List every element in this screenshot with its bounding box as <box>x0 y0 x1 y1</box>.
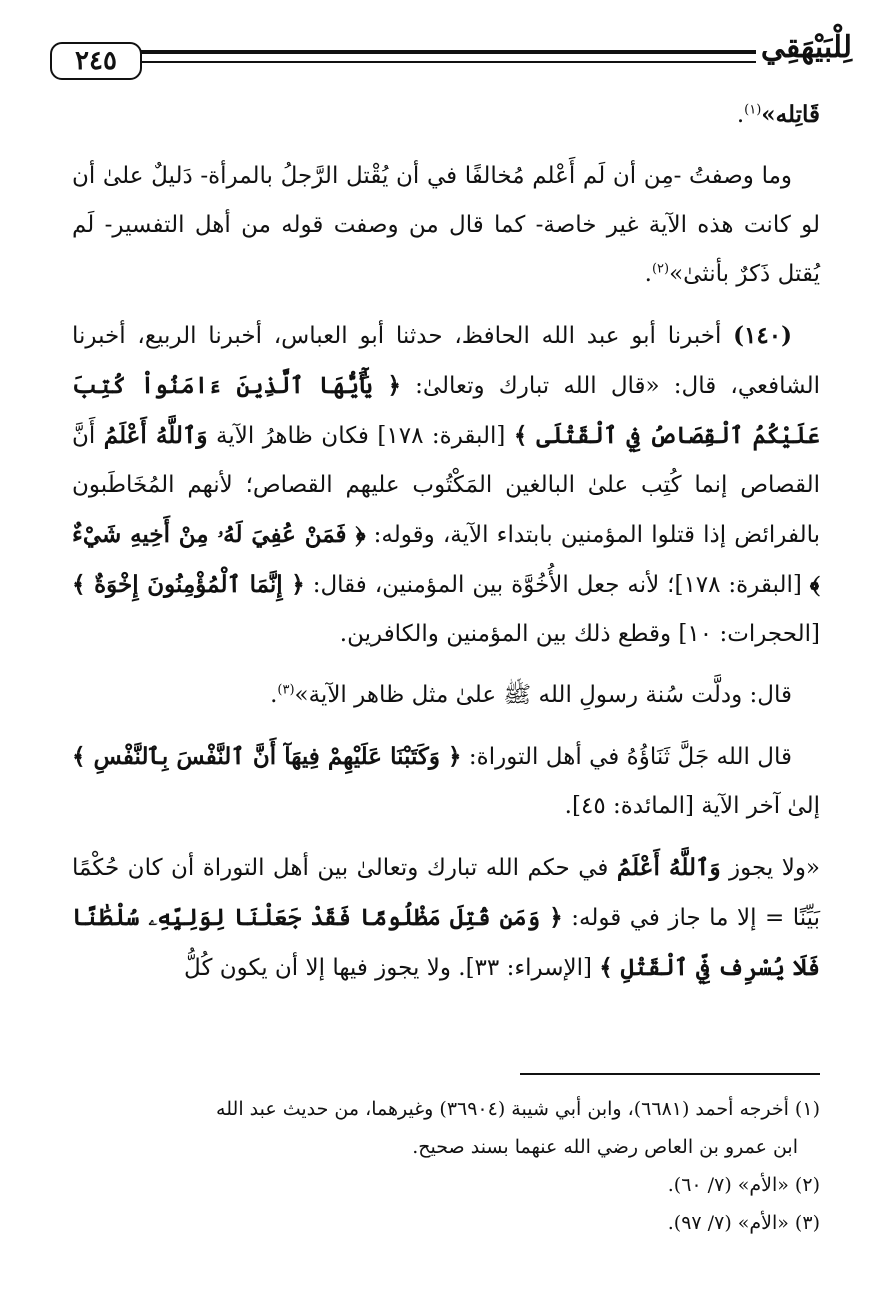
footnote-ref-3: (٣) <box>277 682 295 698</box>
hadith-number: (١٤٠) <box>733 322 792 349</box>
text-segment: أخبرنا أبو عبد الله الحافظ، حدثنا أبو العباس، أخبرنا الربيع، أخبرنا الشافعي، قال: «قال الله تبارك وتعالىٰ: <box>72 323 820 399</box>
footnote-ref-2: (٢) <box>651 261 670 277</box>
text-segment: [الحجرات: ١٠] وقطع ذلك بين المؤمنين والكافرين. <box>339 621 820 647</box>
quran-quote: ﴿ وَكَتَبْنَا عَلَيْهِمْ فِيهَآ أَنَّ ٱلنَّفْسَ بِٱلنَّفْسِ ﴾ <box>72 743 462 770</box>
text-segment: إلىٰ آخر الآية [المائدة: ٤٥]. <box>564 793 820 819</box>
paragraph-1-text: وما وصفتُ -مِن أن لَم أَعْلم مُخالفًا في أن يُقْتل الرَّجلُ بالمرأة- دَليلٌ علىٰ أن لو كانت هذه الآية غير خاصة- كما قال من وصفت قوله من أهل التفسير- لَم يُقتل ذَكرٌ بأنثىٰ» <box>72 163 820 287</box>
footnote-separator <box>520 1073 820 1075</box>
text-segment: [الإسراء: ٣٣]. ولا يجوز فيها إلا أن يكون كُلُّ <box>184 955 600 981</box>
footnotes <box>72 1090 820 1242</box>
text-segment: [البقرة: ١٧٨] فكان ظاهرُ الآية <box>207 423 514 449</box>
period: . <box>736 102 745 128</box>
paragraph-5 <box>72 843 820 993</box>
footnote-1: (١) أخرجه أحمد (٦٦٨١)، وابن أبي شيبة (٣٦٩٠٤) وغيرهما، من حديث عبد الله <box>216 1098 820 1120</box>
quran-phrase: وَٱللَّهُ أَعْلَمُ <box>103 422 208 449</box>
text-segment: [البقرة: ١٧٨]؛ لأنه جعل الأُخُوَّة بين المؤمنين، فقال: <box>304 572 810 598</box>
paragraph-3 <box>72 671 820 720</box>
paragraph-1 <box>72 152 820 299</box>
header-rule <box>140 50 756 63</box>
quran-quote: ﴿ فَمَنْ عُفِيَ لَهُۥ مِنْ أَخِيهِ شَيْءٌ ﴾ <box>72 521 820 598</box>
quran-phrase: وَٱللَّهُ أَعْلَمُ <box>616 854 721 881</box>
footnote-1-continuation: ابن عمرو بن العاص رضي الله عنهما بسند صحيح. <box>412 1136 798 1158</box>
footnote-ref-1: (١) <box>744 102 762 118</box>
footnote-2: (٢) «الأم» (٧/ ٦٠). <box>667 1174 820 1196</box>
quran-quote: ﴿ إِنَّمَا ٱلْمُؤْمِنُونَ إِخْوَةٌ ﴾ <box>72 571 305 598</box>
period: . <box>270 682 278 708</box>
text-segment: قال الله جَلَّ ثَنَاؤُهُ في أهل التوراة: <box>461 744 792 770</box>
text-segment: «ولا يجوز <box>720 855 820 881</box>
page-header <box>40 30 852 90</box>
quote-end: قَاتِله» <box>761 101 820 128</box>
paragraph-140 <box>72 311 820 659</box>
period: . <box>644 261 652 287</box>
paragraph-4 <box>72 732 820 831</box>
running-title: لِلْبَيْهَقِي <box>760 30 852 65</box>
quran-quote: ﴿ وَمَن قُتِلَ مَظْلُومًا فَقَدْ جَعَلْنَا لِوَلِيِّهِۦ سُلْطَٰنًا فَلَا يُسْرِف فِّي ٱلْقَتْلِ ﴾ <box>72 904 820 981</box>
paragraph-3-text: قال: ودلَّت سُنة رسولِ الله ﷺ علىٰ مثل ظاهر الآية» <box>294 682 792 708</box>
footnote-3: (٣) «الأم» (٧/ ٩٧). <box>667 1212 820 1234</box>
paragraph-continuation <box>72 90 820 140</box>
text-segment: في حكم الله تبارك وتعالىٰ بين أهل التوراة أن كان حُكْمًا بَيِّنًا = إلا ما جاز في قوله: <box>72 855 820 931</box>
main-text <box>72 90 820 1005</box>
text-segment: أَنَّ القصاص إنما كُتِب علىٰ البالغين المَكْتُوب عليهم القصاص؛ لأنهم المُخَاطَبون بالفرائض إذا قتلوا المؤمنين بابتداء الآية، وقوله: <box>72 423 821 548</box>
page-number: ٢٤٥ <box>50 42 142 80</box>
quran-quote: ﴿ يَٰٓأَيُّهَا ٱلَّذِينَ ءَامَنُواْ كُتِبَ عَلَيْكُمُ ٱلْقِصَاصُ فِي ٱلْقَتْلَى ﴾ <box>72 372 821 449</box>
